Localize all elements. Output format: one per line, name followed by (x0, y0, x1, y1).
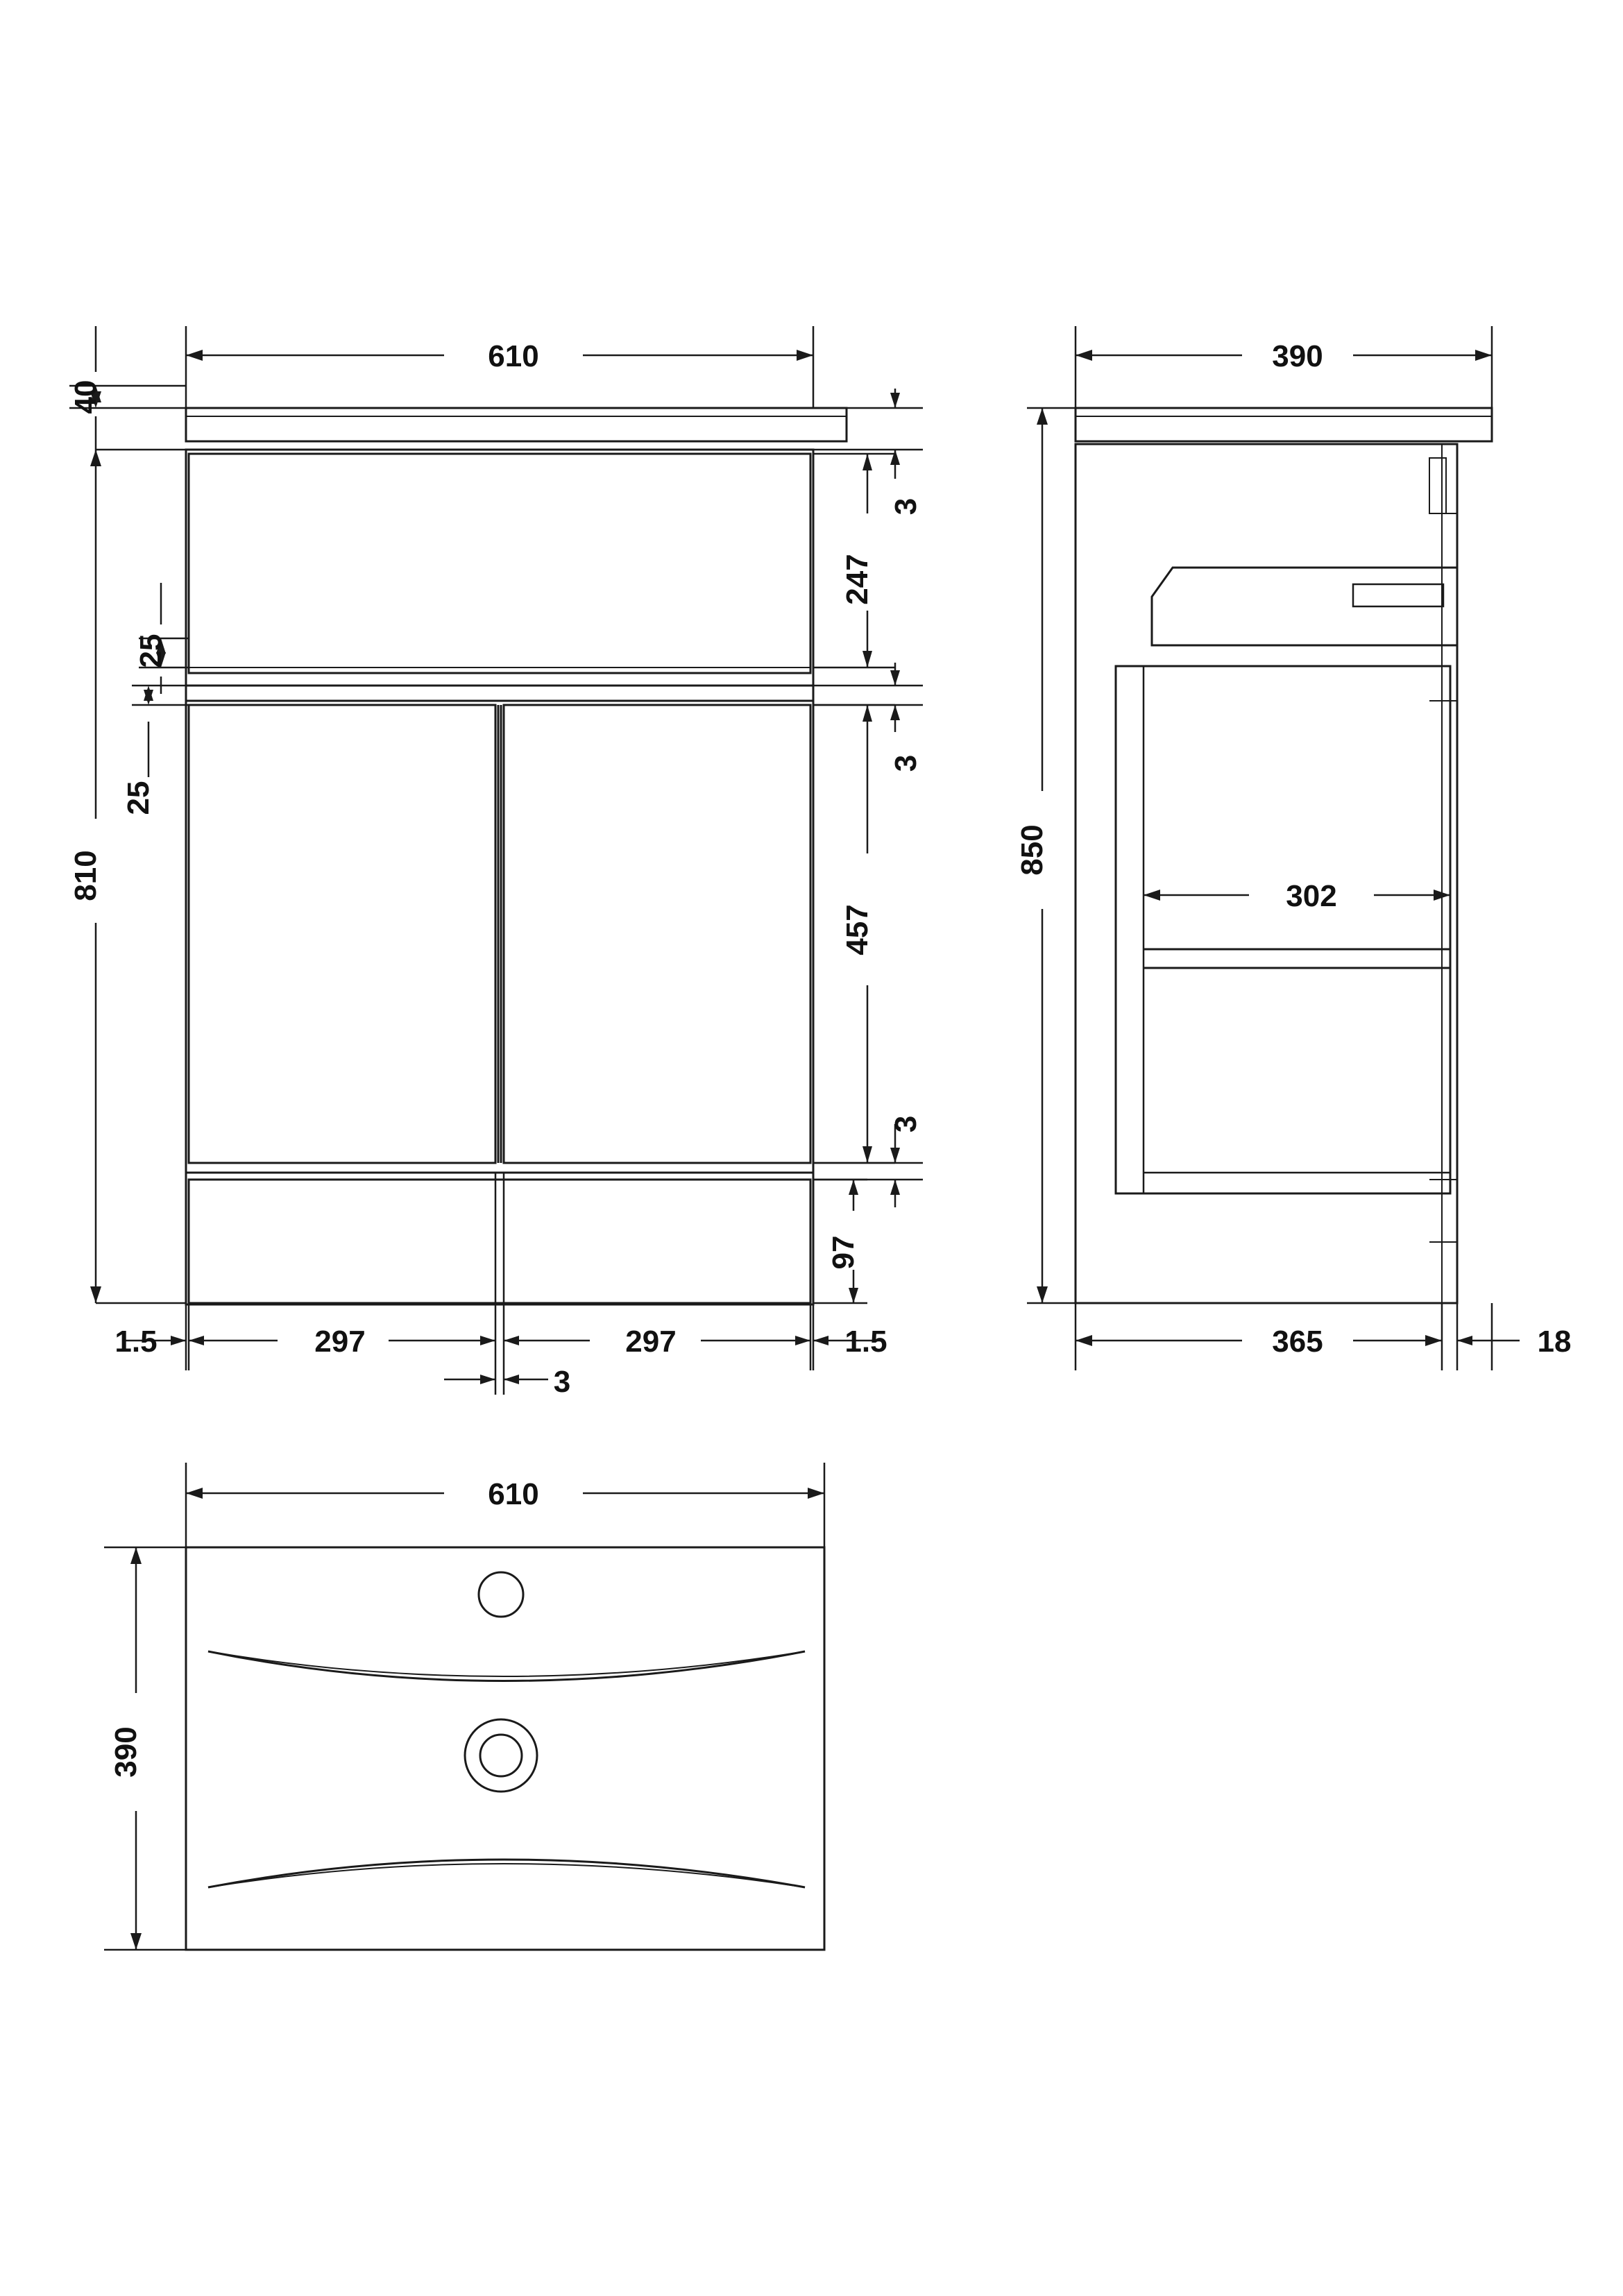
dim-edge-left: 1.5 (114, 1325, 158, 1359)
dim-reveal-lower: 25 (121, 781, 155, 815)
side-dimension-labels (1015, 339, 1571, 1359)
dim-gap-top: 3 (889, 498, 923, 516)
dim-plan-width: 610 (488, 1477, 539, 1511)
basin-outline (186, 1547, 824, 1950)
dim-front-width: 610 (488, 339, 539, 373)
dim-drawer-height: 247 (840, 554, 874, 605)
dim-centre-gap: 3 (553, 1365, 571, 1399)
waste-outer (465, 1719, 537, 1792)
front-elevation-view (186, 408, 847, 1304)
dim-door-left: 297 (314, 1325, 366, 1359)
basin-upper-curve-inner (208, 1651, 805, 1676)
dim-door-right: 297 (625, 1325, 677, 1359)
dim-side-depth: 390 (1272, 339, 1323, 373)
dim-edge-right: 1.5 (844, 1325, 887, 1359)
plan-dimension-lines (104, 1463, 824, 1950)
side-carcase (1076, 444, 1457, 1303)
side-door-panel (1116, 666, 1450, 1193)
dim-top-overhang: 40 (69, 380, 103, 414)
dim-plinth-height: 97 (826, 1235, 860, 1270)
side-elevation-view (1076, 408, 1492, 1303)
front-door-left (189, 705, 495, 1163)
basin-lower-curve-inner (208, 1864, 805, 1887)
front-door-right (504, 705, 810, 1163)
dim-reveal-upper: 25 (134, 633, 168, 668)
dim-door-height: 457 (840, 904, 874, 955)
basin-plan-view (186, 1547, 824, 1950)
dim-plan-depth: 390 (109, 1726, 143, 1778)
tap-hole (479, 1572, 523, 1617)
side-rear-bracket (1429, 458, 1446, 513)
waste-inner (480, 1735, 522, 1776)
side-worktop (1076, 408, 1492, 441)
front-plinth (189, 1180, 810, 1303)
front-worktop (186, 408, 847, 441)
dim-gap-middle: 3 (889, 754, 923, 772)
front-carcase (186, 450, 813, 1304)
side-drawer-handle (1353, 584, 1443, 606)
front-drawer (189, 454, 810, 673)
dim-gap-bottom: 3 (889, 1115, 923, 1133)
dim-side-height: 850 (1015, 824, 1049, 876)
dim-carcase-depth: 365 (1272, 1325, 1323, 1359)
dim-rear-offset: 18 (1537, 1325, 1572, 1359)
dim-internal-depth: 302 (1286, 879, 1337, 913)
dim-front-height: 810 (69, 850, 103, 901)
